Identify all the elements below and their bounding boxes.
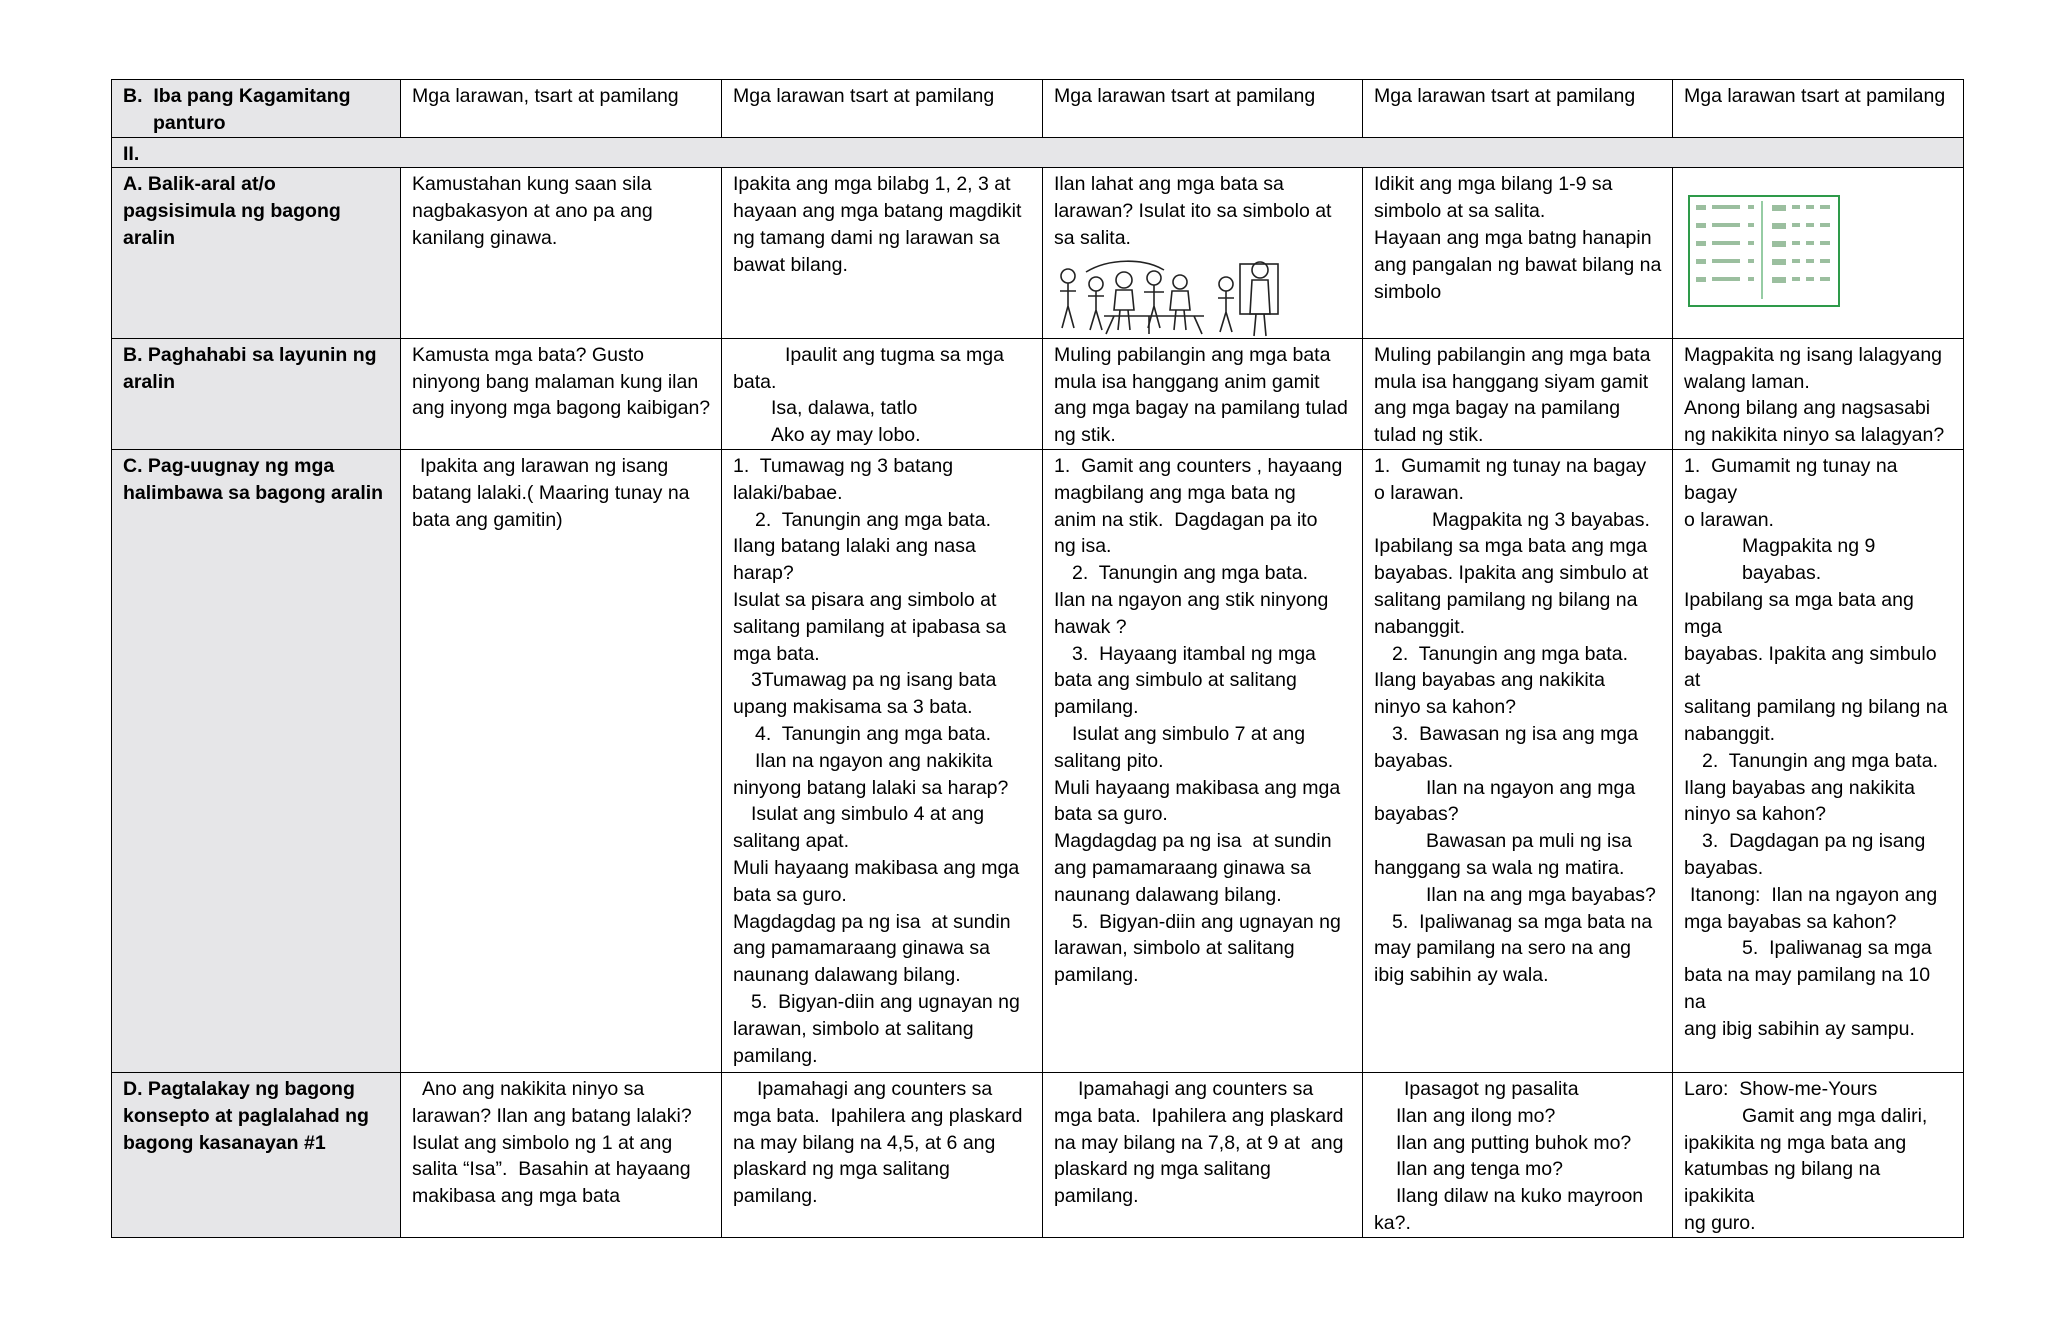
row-balik-aral <box>112 168 1964 338</box>
cell-line: 4. Tanungin ang mga bata. <box>755 722 991 745</box>
cell-line: Gamit ang mga daliri, <box>1742 1104 1928 1127</box>
cell-line: Ilang dilaw na kuko mayroon <box>1396 1185 1644 1208</box>
row-label: C. Pag-uugnay ng mga halimbawa sa bagong aralin <box>112 449 401 1072</box>
row-label <box>112 80 401 138</box>
cell-line: bayabas. <box>1374 749 1454 772</box>
row-label: B. Paghahabi sa layunin ng aralin <box>112 338 401 449</box>
cell-line: 5. Ipaliwanag sa mga <box>1742 937 1932 960</box>
cell-day-1 <box>401 449 722 1072</box>
cell-line: Ilang bayabas ang nakikita <box>1374 669 1605 692</box>
cell-line: Magpakita ng 3 bayabas. <box>1432 508 1650 531</box>
cell-day-3: Muling pabilangin ang mga bata mula isa hanggang anim gamit ang mga bagay na pamilang tulad ng stik. <box>1043 338 1363 449</box>
section-ii-row <box>112 137 1964 168</box>
section-heading: II. <box>112 137 1964 168</box>
row-pagtalakay <box>112 1072 1964 1237</box>
cell-line: Isulat ang simbulo 7 at ang <box>1072 722 1306 745</box>
cell-line: 5. Ipaliwanag sa mga bata na <box>1392 910 1653 933</box>
cell-day-5 <box>1673 449 1964 1072</box>
cell-line: ninyo sa kahon? <box>1684 803 1827 826</box>
cell-line: katumbas ng bilang na ipakikita <box>1684 1158 1886 1208</box>
cell-line: ninyo sa kahon? <box>1374 696 1517 719</box>
cell-text: Ilan lahat ang mga bata sa larawan? Isulat ito sa simbolo at sa salita. <box>1054 173 1337 249</box>
cell-line: bata. <box>733 370 777 393</box>
cell-line: ang ibig sabihin ay sampu. <box>1684 1017 1915 1040</box>
cell-line: 1. Gumamit ng tunay na bagay <box>1684 454 1903 504</box>
cell-line: hanggang sa wala ng matira. <box>1374 856 1625 879</box>
cell-line: salitang pamilang ng bilang na <box>1374 588 1638 611</box>
cell-line: 3. Hayaang itambal ng mga <box>1072 642 1316 665</box>
cell-line: nabanggit. <box>1374 615 1466 638</box>
cell-line: 2. Tanungin ang mga bata. <box>1072 562 1308 585</box>
row-label: D. Pagtalakay ng bagong konsepto at paglalahad ng bagong kasanayan #1 <box>112 1072 401 1237</box>
cell-line: Laro: Show-me-Yours <box>1684 1077 1878 1100</box>
cell-line: 3Tumawag pa ng isang bata <box>751 669 997 692</box>
lesson-plan-table <box>111 79 1964 1238</box>
cell-day-5 <box>1673 168 1964 338</box>
cell-line: naunang dalawang bilang. <box>733 964 961 987</box>
cell-line: salitang pamilang at ipabasa sa <box>733 615 1007 638</box>
cell-text: Ipamahagi ang counters sa mga bata. Ipahilera ang plaskard na may bilang na 7,8, at 9 at ang plaskard ng mga salitang pamilang. <box>1054 1077 1349 1208</box>
cell-line: Ilan na ngayon ang stik ninyong <box>1054 588 1329 611</box>
cell-line: bata sa guro. <box>1054 803 1168 826</box>
cell-line: salitang pamilang ng bilang na <box>1684 696 1948 719</box>
cell-line: Bawasan pa muli ng isa <box>1426 830 1632 853</box>
cell-line: salitang pito. <box>1054 749 1164 772</box>
cell-line: o larawan. <box>1684 508 1774 531</box>
cell-line: Ipaulit ang tugma sa mga <box>785 343 1004 366</box>
cell-line: Ilan ang ilong mo? <box>1396 1104 1556 1127</box>
cell-day-2 <box>722 449 1043 1072</box>
cell-line: Ilan na ngayon ang nakikita <box>755 749 993 772</box>
cell-day-3 <box>1043 168 1363 338</box>
cell-line: bayabas. Ipakita ang simbulo at <box>1684 642 1942 692</box>
cell-line: Ilan na ang mga bayabas? <box>1426 883 1656 906</box>
cell-line: ka?. <box>1374 1211 1411 1234</box>
cell-day-4: Muling pabilangin ang mga bata mula isa hanggang siyam gamit ang mga bagay na pamilang tulad ng stik. <box>1363 338 1673 449</box>
cell-day-3: Mga larawan tsart at pamilang <box>1043 80 1363 138</box>
cell-line: Ako ay may lobo. <box>771 424 921 447</box>
cell-line: lalaki/babae. <box>733 481 843 504</box>
cell-day-2 <box>722 338 1043 449</box>
cell-text: Ano ang nakikita ninyo sa larawan? Ilan ang batang lalaki? Isulat ang simbolo ng 1 at ang salita “Isa”. Basahin at hayaang makibasa ang mga bata <box>412 1077 698 1208</box>
cell-line: magbilang ang mga bata ng <box>1054 481 1296 504</box>
cell-line: 1. Tumawag ng 3 batang <box>733 454 954 477</box>
cell-line: salitang apat. <box>733 830 850 853</box>
cell-line: 3. Bawasan ng isa ang mga <box>1392 722 1639 745</box>
cell-day-1: Mga larawan, tsart at pamilang <box>401 80 722 138</box>
cell-day-4 <box>1363 1072 1673 1237</box>
cell-line: anim na stik. Dagdagan pa ito <box>1054 508 1318 531</box>
cell-line: Muli hayaang makibasa ang mga <box>1054 776 1341 799</box>
cell-line: pamilang. <box>1054 696 1139 719</box>
cell-day-4: Mga larawan tsart at pamilang <box>1363 80 1673 138</box>
cell-line: ninyong batang lalaki sa harap? <box>733 776 1009 799</box>
cell-line: Ilang bayabas ang nakikita <box>1684 776 1915 799</box>
cell-line: Isulat ang simbulo 4 at ang <box>751 803 985 826</box>
cell-line: Ilan ang tenga mo? <box>1396 1158 1563 1181</box>
cell-line: Magpakita ng 9 bayabas. <box>1742 535 1881 585</box>
cell-day-1 <box>401 1072 722 1237</box>
cell-line: 1. Gamit ang counters , hayaang <box>1054 454 1343 477</box>
cell-line: Ipabilang sa mga bata ang mga <box>1684 588 1920 638</box>
cell-day-3 <box>1043 449 1363 1072</box>
cell-line: naunang dalawang bilang. <box>1054 883 1282 906</box>
cell-line: Ipasagot ng pasalita <box>1404 1077 1579 1100</box>
cell-line: bayabas. <box>1684 856 1764 879</box>
row-pag-uugnay <box>112 449 1964 1072</box>
row-label-line: B. Iba pang Kagamitang <box>123 85 351 107</box>
cell-day-1: Kamustahan kung saan sila nagbakasyon at ano pa ang kanilang ginawa. <box>401 168 722 338</box>
row-label: A. Balik-aral at/o pagsisimula ng bagong aralin <box>112 168 401 338</box>
cell-line: harap? <box>733 562 794 585</box>
cell-day-5 <box>1673 1072 1964 1237</box>
cell-text: Ipakita ang larawan ng isang batang lalaki.( Maaring tunay na bata ang gamitin) <box>412 454 695 531</box>
cell-line: Ipabilang sa mga bata ang mga <box>1374 535 1648 558</box>
row-label-line: panturo <box>153 111 226 134</box>
cell-line: mga bayabas sa kahon? <box>1684 910 1897 933</box>
cell-line: ang pamamaraang ginawa sa <box>733 937 990 960</box>
cell-line: Magdagdag pa ng isa at sundin <box>1054 830 1332 853</box>
cell-line: may pamilang na sero na ang <box>1374 937 1631 960</box>
cell-line: bayabas. Ipakita ang simbulo at <box>1374 562 1649 585</box>
cell-line: ng guro. <box>1684 1211 1756 1234</box>
cell-line: Isa, dalawa, tatlo <box>771 397 918 420</box>
row-iba-pang-kagamitang <box>112 80 1964 138</box>
cell-line: 1. Gumamit ng tunay na bagay <box>1374 454 1647 477</box>
cell-line: 2. Tanungin ang mga bata. <box>1702 749 1938 772</box>
cell-line: bata sa guro. <box>733 883 847 906</box>
cell-line: nabanggit. <box>1684 722 1776 745</box>
cell-line: Ilang batang lalaki ang nasa <box>733 535 976 558</box>
cell-line: upang makisama sa 3 bata. <box>733 696 973 719</box>
cell-line: o larawan. <box>1374 481 1464 504</box>
cell-line: ibig sabihin ay wala. <box>1374 964 1549 987</box>
cell-line: 3. Dagdagan pa ng isang <box>1702 830 1926 853</box>
cell-line: 5. Bigyan-diin ang ugnayan ng <box>751 990 1020 1013</box>
cell-line: bata na may pamilang na 10 na <box>1684 964 1936 1013</box>
cell-day-5: Magpakita ng isang lalagyang walang laman. Anong bilang ang nagsasabi ng nakikita ninyo sa lalagyan? <box>1673 338 1964 449</box>
cell-line: larawan, simbolo at salitang <box>1054 937 1295 960</box>
cell-line: hawak ? <box>1054 615 1127 638</box>
row-paghahabi <box>112 338 1964 449</box>
cell-line: Muli hayaang makibasa ang mga <box>733 856 1020 879</box>
cell-text: Ipamahagi ang counters sa mga bata. Ipahilera ang plaskard na may bilang na 4,5, at 6 ang plaskard ng mga salitang pamilang. <box>733 1077 1028 1208</box>
cell-day-2: Mga larawan tsart at pamilang <box>722 80 1043 138</box>
cell-line: Ilan ang putting buhok mo? <box>1396 1131 1632 1154</box>
children-illustration <box>1054 258 1282 338</box>
cell-day-4 <box>1363 449 1673 1072</box>
cell-line: ng isa. <box>1054 535 1112 558</box>
cell-line: 2. Tanungin ang mga bata. <box>1392 642 1628 665</box>
cell-line: mga bata. <box>733 642 820 665</box>
cell-day-2 <box>722 1072 1043 1237</box>
cell-day-3 <box>1043 1072 1363 1237</box>
cell-line: bayabas? <box>1374 803 1459 826</box>
cell-line: bata ang simbulo at salitang <box>1054 669 1297 692</box>
cell-line: Magdagdag pa ng isa at sundin <box>733 910 1011 933</box>
cell-line: 5. Bigyan-diin ang ugnayan ng <box>1072 910 1341 933</box>
cell-line: pamilang. <box>733 1044 818 1067</box>
cell-line: Ilan na ngayon ang mga <box>1426 776 1636 799</box>
cell-line: Isulat sa pisara ang simbolo at <box>733 588 997 611</box>
cell-day-1: Kamusta mga bata? Gusto ninyong bang malaman kung ilan ang inyong mga bagong kaibigan? <box>401 338 722 449</box>
number-matching-chart-image <box>1688 195 1840 307</box>
cell-line: ipakikita ng mga bata ang <box>1684 1131 1907 1154</box>
cell-line: ang pamamaraang ginawa sa <box>1054 856 1311 879</box>
cell-day-2: Ipakita ang mga bilabg 1, 2, 3 at hayaan ang mga batang magdikit ng tamang dami ng larawan sa bawat bilang. <box>722 168 1043 338</box>
cell-day-4: Idikit ang mga bilang 1-9 sa simbolo at sa salita. Hayaan ang mga batng hanapin ang pangalan ng bawat bilang na simbolo <box>1363 168 1673 338</box>
cell-line: larawan, simbolo at salitang <box>733 1017 974 1040</box>
cell-day-5: Mga larawan tsart at pamilang <box>1673 80 1964 138</box>
cell-line: 2. Tanungin ang mga bata. <box>755 508 991 531</box>
cell-line: Itanong: Ilan na ngayon ang <box>1690 883 1938 906</box>
cell-line: pamilang. <box>1054 964 1139 987</box>
